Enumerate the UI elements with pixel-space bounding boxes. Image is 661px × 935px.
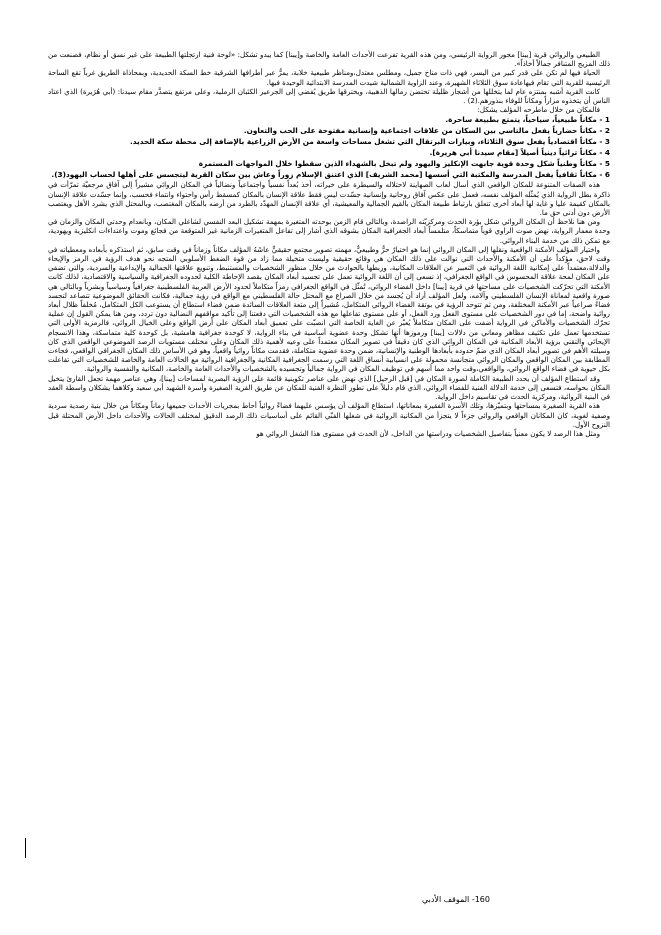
author-choice-paragraph: واختيار المؤلف الأمكنة الواقعية ونقلها إلى المكان الروائي إنما هو اختيارٌ حرٌّ وطبيعيٌّ، مهمته تصوير مجتمع حقيقيٍّ عاشَهُ المؤلف مكاناً وزماناً في وقت سابق، ثم استذكره بأبعاده ومعطياته في وقت لاحق، مؤكداً على أن الأمكنة والأحداث التي توالت على ذلك المكان هي وقائع حقيقية وليست متخيلة مما زاد من قوة الضغط الأسلوبي المتجه نحو هدف الرؤية في الرمز والإيحاء والدلالة،معتمداً على إمكانية اللغة الروائية في التعبير عن العلاقات المكانية، وربطها بالحوادث من خلال منظور الشخصيات والمستنبط، وتنويع علاقتها الجمالية والإبداعية والسردية، والتي تضفي على المكان لمحة علاقة المحسوس في الواقع الجغرافي، إذ تسعى إلى أن اللغة الروائية تعمل على تجسيد أبعاد المكان بقصد الإحاطة الكلية لحدوده الجغرافية والسياسية والاقتصادية، لذلك كانت الأمكنة التي تحرّكت الشخصيات على مساحتها في قرية [يبنا] داخل الفضاء الروائي، تُمثّل في الواقع الجغرافي رمزاً متكاملاً لحدود الأرض العربية الفلسطينية جغرافياً وسياسياً وبشرياً وبالتالي هي صورة واقعية لمعاناة الإنسان الفلسطيني وآلامه، ولعل المؤلف أراد أن يُجسد من خلال الصراع مع المحتل حالة الفلسطيني مع الواقع في رؤية جمالية، فكانت الحقائق الموضوعية تتصاعد لتجسد فضاءً صراعياً عبر الأمكنة المختلفة، ومن ثم تتوحد الرؤية في بوتقة الفضاء الروائي المتكامل، مُشيراً إلى متعة العلاقات السائدة ضمن فضاء استطاع أن يستوعب الكل المتكامل، مُخلفاً ظلال أبعاد روائية واضحة، إما في دور الشخصيات على مستوى الفعل ورد الفعل، أو على مستوى تفاعلها مع هذه الشخصيات التي دفعتنا إلى تأكيد مواقفهم النضالية دون تردد، ومن هنا يمكن القول إن عملية تحرّك الشخصيات والأماكن في الرواية أضفت على المكان متكاملاً يُعبّر عن الغاية الخاصة التي انصبّت على تعميق أبعاد المكان على أرض الواقع وعلى الخيال الروائي، فالرمزية الأولى التي تستخدمها تعمل على تكثيف مظاهر ومعاني من دلالات [يبنا] ورموزها أنها تشكل وحدة عضوية أساسية في بناء الرواية، لا كوحدة جغرافية هامشية، بل كوحدة كلية متماسكة، وهذا الانسجام الإيحائي والتقني برؤية الأبعاد المكانية في المكان الروائي الذي كان دقيقاً في تصوير المكان معتمداً على وعيه لأهمية ذلك المكان وعلى مختلف مستويات الرصد الموضوعي الواقعي الذي كان وسيلته الأهم في تصوير أبعاد المكان الذي ضمّ حدوده بأبعادها الوطنية والإنسانية، ضمن وحدة عضوية متكاملة، فقدمت مكاناً روائياً واقعياً، وهو في الأساس ذلك المكان الجغرافي الواقعي، فجاءت المطابقة بين المكان الواقعي والمكان الروائي متجانسة محمولة على انسيابية أنساق اللغة التي رسمت الجغرافية المكانية والجغرافية الروائية مع الحالات العامة والخاصة للشخصيات التي تفاعلت بكل حيوية في فضاء الواقع الروائي، والواقعي،وقت واحد مما أسهم في توظيف المكان في الرواية جمالياً وتجسيده بالشخصيات والأحداث العامة والخاصة، المكانية والنفسية والروائية. [48, 244, 610, 374]
page-number: 160 [474, 895, 490, 904]
closing-paragraph: ومثل هذا الرصد لا يكون معنياً بتفاصيل الشخصيات ودراستها من الداخل، لأن الحدث في مستوى هذا الشغل الروائي هو [256, 428, 600, 438]
margin-rule-line [25, 838, 26, 858]
list-item-economic-place: 3 - مكاناً اقتصادياً يفعل سوق الثلاثاء، وبيارات البرتقال التي تشغل مساحات واسعة من الأرض الزراعية بالإضافة إلى محطة سكة الحديد. [130, 137, 610, 147]
list-item-cultural-place: 6 - مكاناً ثقافياً يفعل المدرسة والمكتبة التي أسسها [محمد الشريف] الذي اعتنق الإسلام زوراً وعاش بين سكان القرية ليتجسس على أهلها لحساب اليهود(3). [51, 170, 610, 180]
page-body [48, 50, 610, 858]
page-footer [300, 895, 490, 905]
list-intro-paragraph: فالمكان من خلال ماطرحه المؤلف يشكل: [477, 105, 600, 115]
small-village-paragraph: هذه القرية الصغيرة بمساحتها وبتميّزها، وتلك الأسرة الفقيرة بمعاناتها، استطاع المؤلف أن يؤسس عليهما فضاءً روائياً أحاط بمجريات الأحداث جميعها زماناً ومكاناً من خلال بنية رصدية سردية وصفية لغوية، كان المكانان الواقعي والروائي جزءاً لا يتجزأ من المكانية الروائية في شغلها الفنّي القائم على أساسيات ذلك الرصد الدقيق لمختلف الحالات والأحداث داخل الأرض المحتلة قبل النزوح الأول. [48, 401, 610, 429]
list-item-heritage-place: 4 - مكاناً تراثياً دينياً أصيلاً [مقام سيدنا أبي هريرة]. [429, 148, 610, 158]
village-landscape-paragraph: كانت القرية أشبه بمنتزه عام لما يتخللها من أشجار ظليلة تحتضن رمالها الذهبية، ويخترقها طريق يُفضي إلى الجرعير الكثبان الرملية، وعلى مرتفع يتصدَّر مقام سيدنا: (أبي هُرَيرة) الذي اعتاد الناس أن يتخذوه مزاراً ومكاناً للوفاء بنذورهم.(2) . [48, 86, 610, 106]
journal-name: - الموقف الأدبي [421, 895, 475, 904]
list-item-natural-place: 1 - مكاناً طبيعياً، سياحياً، يتمتع بطبيعة ساحرة. [445, 115, 610, 125]
list-item-national-place: 5 - مكاناً وطنياً شكل وحدة قوية جابهت الإنكليز واليهود ولم تبخل بالشهداء الذين سقطوا خلال المواجهات المستمرة [198, 159, 610, 169]
village-description-paragraph: الحياة فيها لم تكن على قدر كبير من اليسر، فهي ذات مناخ جميل، ومطلس معتدل،ومناظر طبيعية خلابة، يمرُّ عبر أطرافها الشرقية خط السكة الحديدية، وبمحاذاة الطريق غرباً تقع الساحة الرئيسية للقرية التي تقام فيهاعادة سوق الثلاثاء الشهيرة، وعند الزاوية الشمالية شيدت المدرسة الابتدائية الوحيدة فيها. [48, 68, 610, 87]
narrative-focus-paragraph: ومن هنا نلاحظ أن المكان الروائي شكل بؤرة الحدث ومركزيّته الراصدة، وبالتالي قام الزمن بوحدته المتغيرة بمهمة تشكيل البعد النفسي لشاغلي المكان، وبانعدام وحدتي المكان والزمان في وحدة معمار الرواية، نهض صوت الراوي قوياً متماسكاً، متلمساً أبعاد الجغرافية المكان بشوقه الذي أشار إلى تفاعل المتغيرات الزمانية غير المتوقعة من فجائع وموت واعتداءات انكليزية ويهودية، مع تمكن ذلك من خدمة البناء الروائي. [48, 217, 610, 245]
place-nature-paragraph: وقد استطاع المؤلف أن يحدد الطبيعة الكاملة لصورة المكان في [قبل الرحيل] الذي نهض على عناصر تكوينية قائمة على الرؤية البصرية لمساحات [يبنا]، وهي عناصر مهمة تجعل القارئ يتخيل المكان بحواسه، فتسعى إلى خدمة الدلالة الفنية للفضاء الروائي، الذي قام دليلاً على تطور النظرة الفنية للمكان عن طريق القرية الصغيرة وأسرة الشهيد أبي سعيد وكلاهما يشكلان واسطة العقد في البنية الروائية، ومركزية الحدث في تقاسيم داخل الرواية. [48, 373, 610, 402]
intro-paragraph: الطبيعي والروائي قرية [يبنا] محور الرواية الرئيسي، ومن هذه القرية تفرعت الأحداث العامة والخاصة و[يبنا] كما يبدو تشكل: «لوحة فنية ارتجلتها الطبيعة على غير نسق أو نظام، فصنعت من ذلك المزيج المتنافر جمالاً أخاذاً». [48, 50, 610, 69]
place-qualities-paragraph: هذه الصفات المتنوعة للمكان الواقعي الذي أسال لعاب الصهاينة لاحتلاله والسيطرة على خيراته، أخذ بُعداً نفسياً واجتماعياً ونضالياً في المكان الروائي مشيراً إلى آفاق مرجعيّة تمرّأت في ذاكرة بطل الرواية الذي يُمثّله المؤلف نفسه، فعمل على عكس آفاق روحانية وإنسانية جسّدت ليس فقط علاقة الإنسان بالمكان كمسقط رأس واحتواء وانتماء فحسب، وإنما جسّدت علاقة الإنسان بالمكان كقيمة عليا و غاية لها أبعاد أخرى تتعلق بارتباط طبيعة المكان بالقيم الجمالية والمعيشية، أي علاقة الإنسان المهدّد بالطرد من أرضه بالمكان المغتصب، وبالمحتل الذي يشرد الأهل ويغتصب الأرض دون أدنى حق ما. [48, 180, 610, 218]
list-item-civilized-place: 2 - مكاناً حضارياً يفعل مالتاسي بين السكان من علاقات اجتماعية وإنسانية مفتوحة على الحب والتعاون. [243, 126, 610, 136]
